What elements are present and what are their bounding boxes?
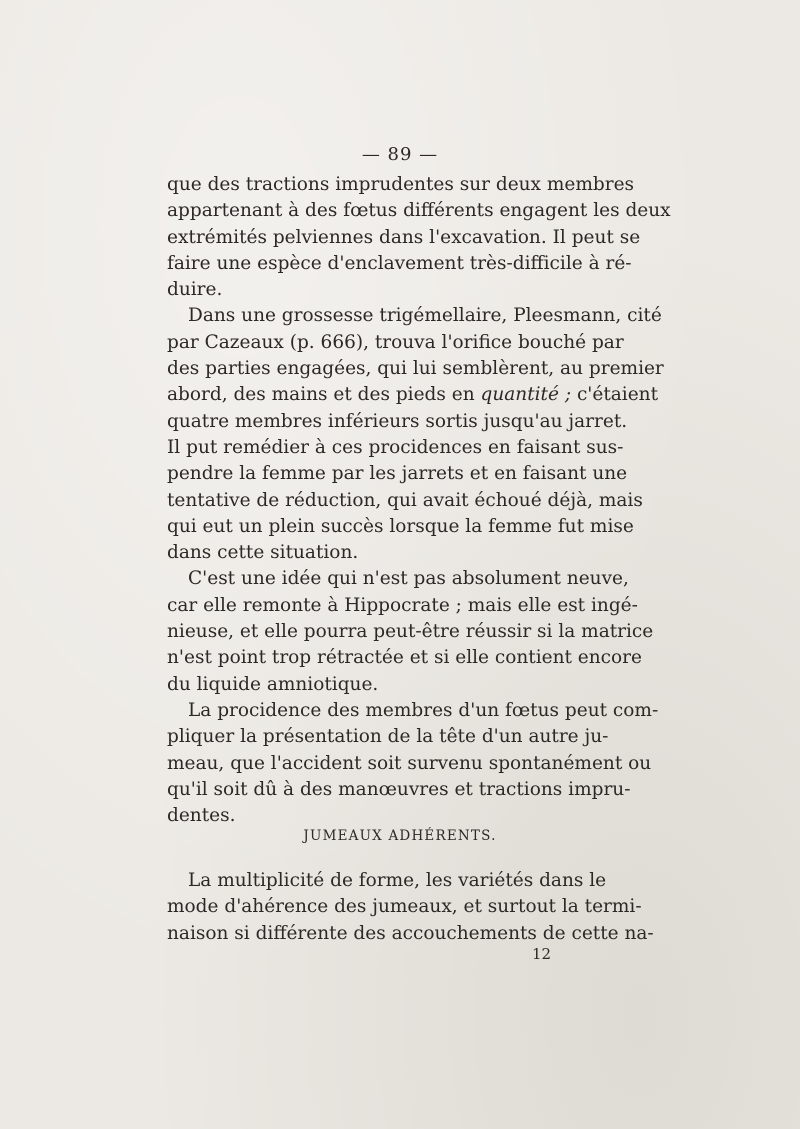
- text-line: par Cazeaux (p. 666), trouva l'orifice bouché par: [167, 331, 624, 353]
- text-line: quatre membres inférieurs sortis jusqu'au jarret.: [167, 410, 628, 432]
- paragraph-1: [167, 172, 671, 303]
- page-number: — 89 —: [361, 144, 439, 165]
- paragraph-3: [167, 566, 654, 697]
- paragraph-5: [167, 868, 654, 947]
- text-line: appartenant à des fœtus différents engagent les deux: [167, 200, 671, 222]
- italic-word: quantité ;: [480, 384, 572, 406]
- text-line: qu'il soit dû à des manœuvres et tractions impru-: [167, 778, 631, 800]
- paragraph-4: [167, 698, 659, 829]
- text-line: La multiplicité de forme, les variétés dans le: [188, 870, 607, 891]
- paragraph-2: [167, 303, 664, 566]
- text-line: faire une espèce d'enclavement très-difficile à ré-: [167, 252, 632, 274]
- text-line: duire.: [167, 279, 223, 301]
- text-fragment: c'étaient: [571, 384, 659, 406]
- text-line: du liquide amniotique.: [167, 673, 379, 695]
- text-line: dans cette situation.: [167, 542, 359, 564]
- text-line: mode d'ahérence des jumeaux, et surtout la termi-: [167, 896, 642, 918]
- text-line: dentes.: [167, 805, 236, 827]
- text-line: n'est point trop rétractée et si elle contient encore: [167, 647, 642, 669]
- text-line: nieuse, et elle pourra peut-être réussir si la matrice: [167, 621, 654, 643]
- text-line: pliquer la présentation de la tête d'un autre ju-: [167, 726, 609, 748]
- text-line: C'est une idée qui n'est pas absolument neuve,: [188, 568, 629, 590]
- text-line: meau, que l'accident soit survenu spontanément ou: [167, 752, 652, 774]
- section-heading: JUMEAUX ADHÉRENTS.: [303, 828, 497, 844]
- body-text: [167, 172, 671, 829]
- text-line: La procidence des membres d'un fœtus peut com-: [188, 699, 659, 721]
- text-line: naison si différente des accouchements de cette na-: [167, 922, 654, 944]
- text-fragment: abord, des mains et des pieds en: [167, 384, 481, 406]
- text-line: extrémités pelviennes dans l'excavation. Il peut se: [167, 226, 641, 248]
- text-line: pendre la femme par les jarrets et en faisant une: [167, 463, 628, 485]
- text-line: que des tractions imprudentes sur deux membres: [167, 174, 635, 195]
- text-line: car elle remonte à Hippocrate ; mais elle est ingé-: [167, 594, 638, 616]
- text-line-with-italic: [167, 382, 659, 408]
- text-line: Dans une grossesse trigémellaire, Pleesmann, cité: [188, 305, 662, 327]
- text-line: Il put remédier à ces procidences en faisant sus-: [167, 436, 624, 458]
- signature-mark: 12: [532, 945, 552, 963]
- text-line: tentative de réduction, qui avait échoué déjà, mais: [167, 489, 643, 511]
- text-line: qui eut un plein succès lorsque la femme fut mise: [167, 515, 634, 537]
- text-line: des parties engagées, qui lui semblèrent, au premier: [167, 358, 664, 380]
